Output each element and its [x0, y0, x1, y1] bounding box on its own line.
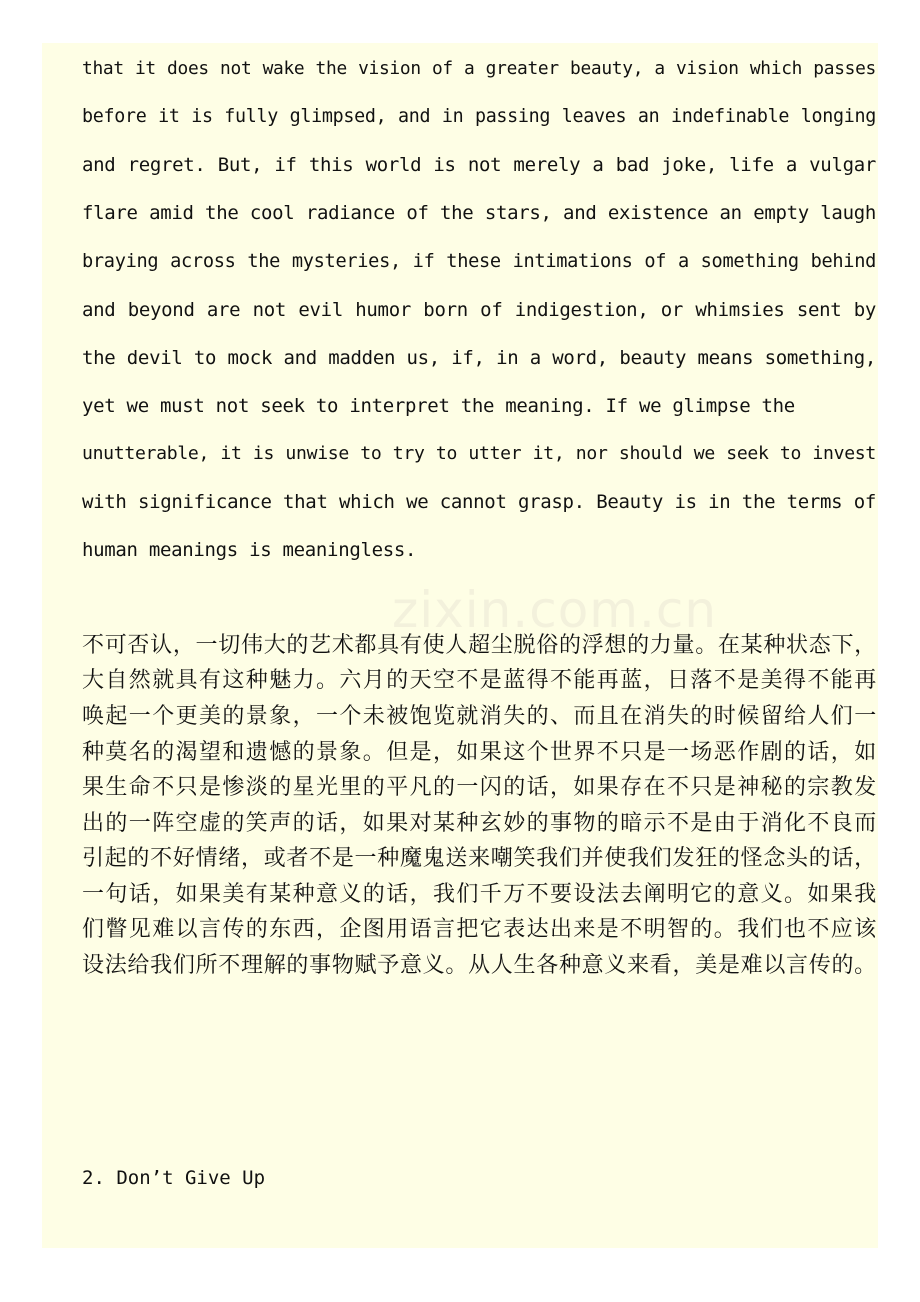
paragraph-line: 不可否认，一切伟大的艺术都具有使人超尘脱俗的浮想的力量。在某种状态下， [82, 633, 876, 658]
paragraph-line: 果生命不只是惨淡的星光里的平凡的一闪的话，如果存在不只是神秘的宗教发 [82, 775, 876, 800]
paragraph-line: braying across the mysteries, if these intimations of a something behind [82, 251, 876, 272]
paragraph-line: before it is fully glimpsed, and in passing leaves an indefinable longing [82, 106, 876, 127]
paragraph-line: 引起的不好情绪，或者不是一种魔鬼送来嘲笑我们并使我们发狂的怪念头的话， [82, 846, 876, 871]
paragraph-line: with significance that which we cannot grasp. Beauty is in the terms of [82, 491, 876, 513]
paragraph-line: 们瞥见难以言传的东西，企图用语言把它表达出来是不明智的。我们也不应该 [82, 917, 876, 942]
paragraph-line: human meanings is meaningless. [82, 539, 417, 561]
paragraph-line: the devil to mock and madden us, if, in a word, beauty means something, [82, 347, 876, 369]
paragraph-line: flare amid the cool radiance of the stars, and existence an empty laugh [82, 202, 876, 224]
paragraph-line: 大自然就具有这种魅力。六月的天空不是蓝得不能再蓝，日落不是美得不能再 [82, 668, 876, 693]
section-heading: 2. Don’t Give Up [82, 1167, 266, 1189]
paragraph-line: 一句话，如果美有某种意义的话，我们千万不要设法去阐明它的意义。如果我 [82, 882, 876, 907]
paragraph-line: unutterable, it is unwise to try to utter it, nor should we seek to invest [82, 443, 876, 464]
paragraph-line: yet we must not seek to interpret the meaning. If we glimpse the [82, 395, 795, 417]
paragraph-line: and beyond are not evil humor born of indigestion, or whimsies sent by [82, 299, 876, 321]
paragraph-line: 唤起一个更美的景象，一个未被饱览就消失的、而且在消失的时候留给人们一 [82, 704, 876, 729]
paragraph-line: 种莫名的渴望和遗憾的景象。但是，如果这个世界不只是一场恶作剧的话，如 [82, 740, 876, 765]
paragraph-line: that it does not wake the vision of a greater beauty, a vision which passes [82, 58, 876, 79]
paragraph-line: and regret. But, if this world is not merely a bad joke, life a vulgar [82, 154, 876, 176]
paragraph-line: 出的一阵空虚的笑声的话，如果对某种玄妙的事物的暗示不是由于消化不良而 [82, 811, 876, 836]
paragraph-line: 设法给我们所不理解的事物赋予意义。从人生各种意义来看，美是难以言传的。 [82, 953, 876, 978]
watermark-text: zixin.com.cn [392, 581, 718, 639]
